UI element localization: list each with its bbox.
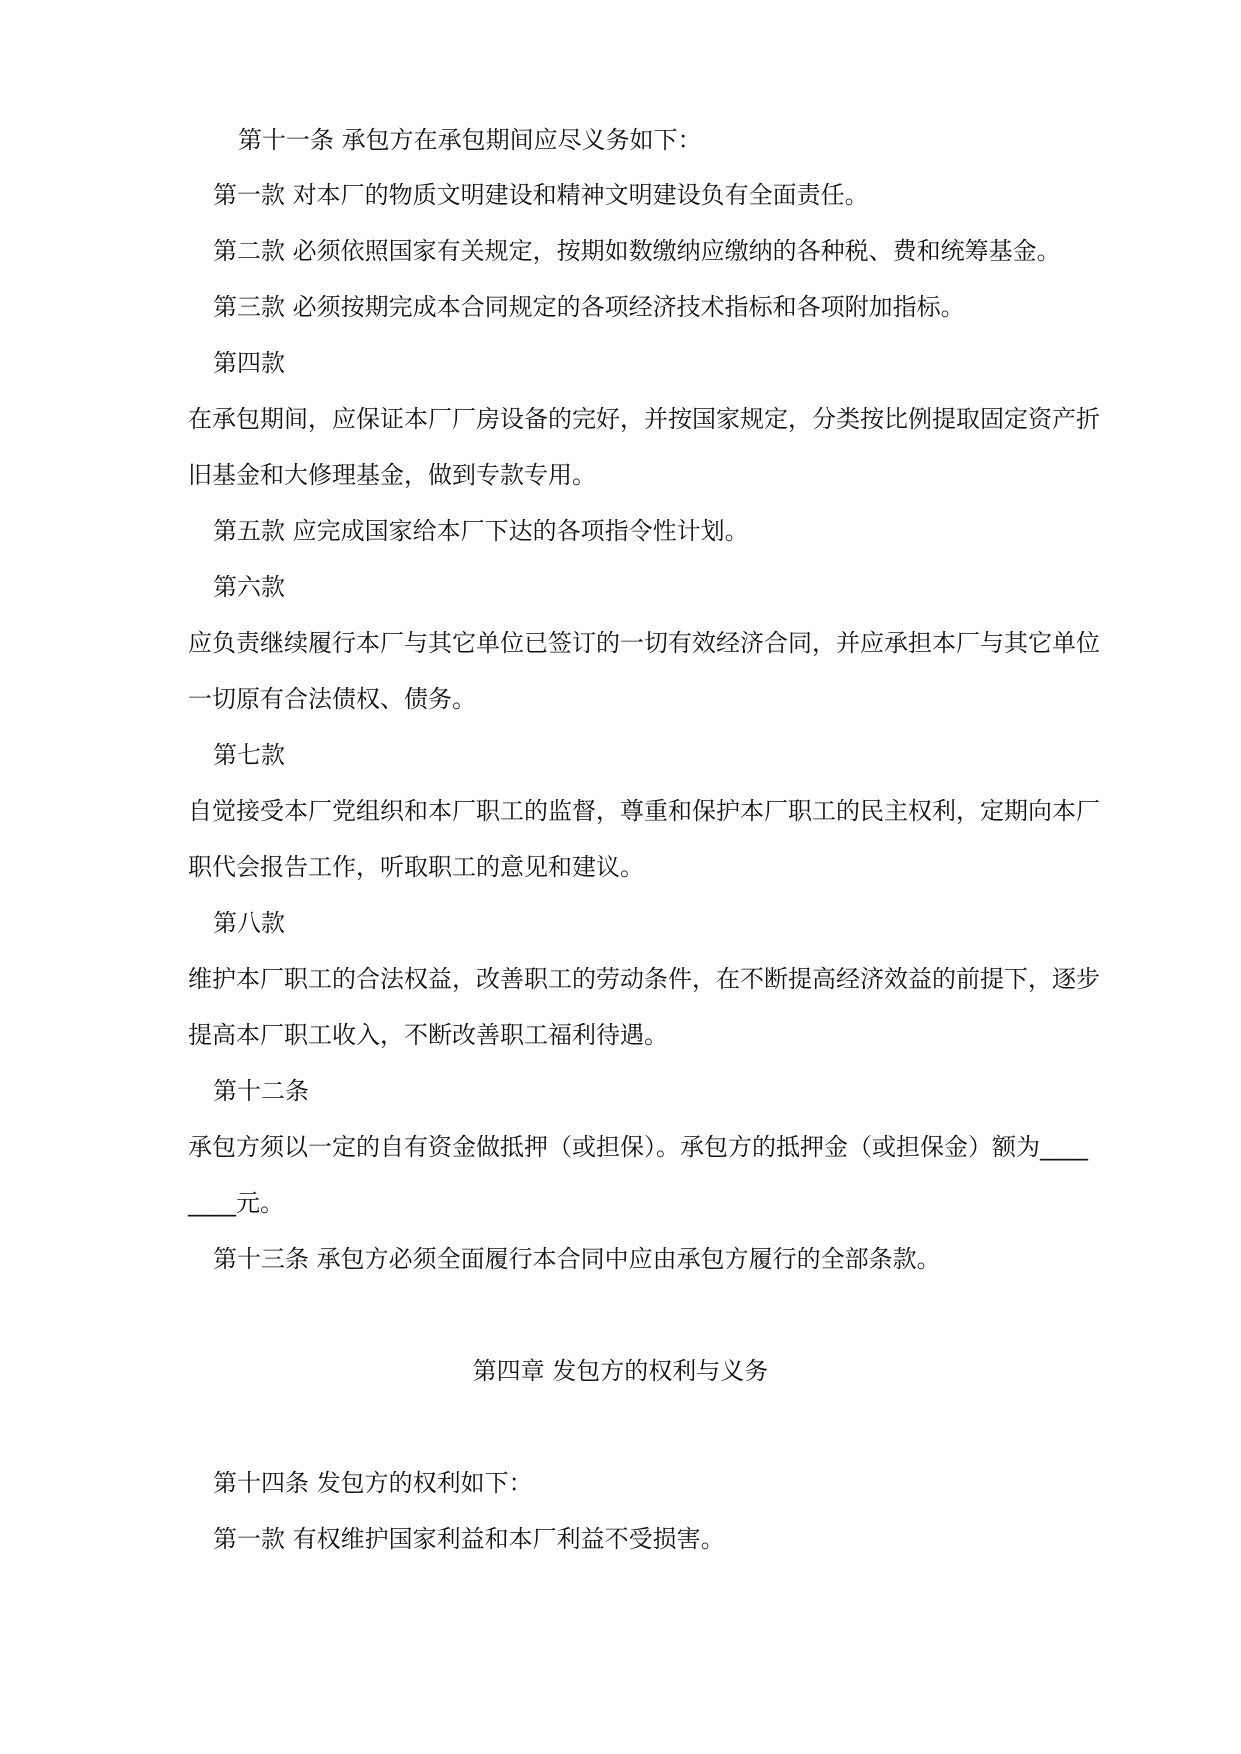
clause-6-text-line-2: 一切原有合法债权、债务。 xyxy=(188,685,476,713)
clause-6-title: 第六款 xyxy=(213,573,285,601)
clause-4-text-line-1: 在承包期间，应保证本厂厂房设备的完好，并按国家规定，分类按比例提取固定资产折 xyxy=(188,405,1100,433)
article-12-text-line-2: ____元。 xyxy=(188,1189,284,1217)
article-13: 第十三条 承包方必须全面履行本合同中应由承包方履行的全部条款。 xyxy=(213,1245,941,1273)
article-12-text-line-1: 承包方须以一定的自有资金做抵押（或担保）。承包方的抵押金（或担保金）额为____ xyxy=(188,1133,1088,1161)
clause-7-title: 第七款 xyxy=(213,741,285,769)
clause-8-text-line-1: 维护本厂职工的合法权益，改善职工的劳动条件，在不断提高经济效益的前提下，逐步 xyxy=(188,965,1100,993)
clause-1: 第一款 对本厂的物质文明建设和精神文明建设负有全面责任。 xyxy=(213,181,869,209)
article-12-title: 第十二条 xyxy=(213,1077,309,1105)
article-11: 第十一条 承包方在承包期间应尽义务如下： xyxy=(238,126,702,154)
article-14: 第十四条 发包方的权利如下： xyxy=(213,1469,533,1497)
clause-5: 第五款 应完成国家给本厂下达的各项指令性计划。 xyxy=(213,517,749,545)
clause-8-title: 第八款 xyxy=(213,909,285,937)
article-14-clause-1: 第一款 有权维护国家利益和本厂利益不受损害。 xyxy=(213,1525,725,1553)
clause-4-title: 第四款 xyxy=(213,349,285,377)
clause-3: 第三款 必须按期完成本合同规定的各项经济技术指标和各项附加指标。 xyxy=(213,293,965,321)
clause-4-text-line-2: 旧基金和大修理基金，做到专款专用。 xyxy=(188,461,596,489)
clause-7-text-line-1: 自觉接受本厂党组织和本厂职工的监督，尊重和保护本厂职工的民主权利，定期向本厂 xyxy=(188,797,1100,825)
clause-7-text-line-2: 职代会报告工作，听取职工的意见和建议。 xyxy=(188,853,644,881)
clause-6-text-line-1: 应负责继续履行本厂与其它单位已签订的一切有效经济合同，并应承担本厂与其它单位 xyxy=(188,629,1100,657)
clause-8-text-line-2: 提高本厂职工收入，不断改善职工福利待遇。 xyxy=(188,1021,668,1049)
chapter-4-heading: 第四章 发包方的权利与义务 xyxy=(472,1357,769,1385)
clause-2: 第二款 必须依照国家有关规定，按期如数缴纳应缴纳的各种税、费和统筹基金。 xyxy=(213,237,1061,265)
